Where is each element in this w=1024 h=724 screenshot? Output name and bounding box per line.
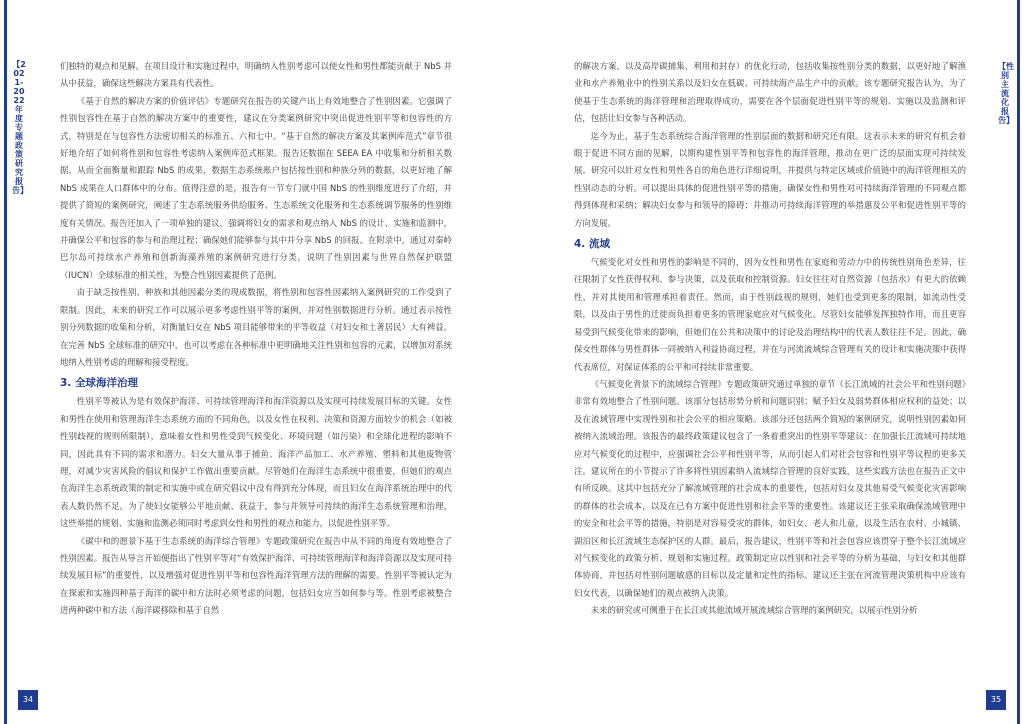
right-text-column: [574, 58, 966, 620]
right-paragraph-5: 未来的研究或可侧重于在长江或其他流域开展流域综合管理的案例研究，以展示性别分析: [590, 605, 918, 616]
left-paragraph-4: 性别平等被认为是有效保护海洋、可持续管理海洋和海洋资源以及实现可持续发展目标的关键。女性和男性在使用和管理海洋生态系统方面的不同角色，以及女性在权利、决策和资源方面较少的机会（如被性别歧视的规则所限制），意味着女性和男性受到气候变化、环境问题（如污染）和全球化进程的影响不同，因此具有不同的需求和潜力。妇女大量从事于捕鱼、海洋产品加工、水产养殖、塑料和其他废物管理，对减少灾害风险的倡议和保护工作做出重要贡献。尽管她们在海洋生态系统中很重要，但她们的观点在海洋生态系统政策的制定和实施中或在研究倡议中没有得到充分体现，而且妇女在海洋系统治理中的代表人数仍然不足。为了使妇女能够公平地贡献、获益于，参与并领导可持续的海洋生态系统管理和治理，这些举措的规划、实施和监测必须同时考虑到女性和男性的观点和能力，以促进性别平等。: [60, 396, 452, 529]
right-page-number: 35: [986, 690, 1006, 710]
left-spine-bar: [4, 0, 7, 724]
left-side-label: 【2021-2022年度专题政策研究报告】: [12, 60, 28, 195]
left-page-number: 34: [18, 690, 38, 710]
right-spine-bar: [1017, 0, 1020, 724]
left-paragraph-5: 《碳中和的愿景下基于生态系统的海洋综合管理》专题政策研究在报告中从不同的角度有效地整合了性别因素。报告从导言开始便指出了性别平等对“有效保护海洋、可持续管理海洋和海洋资源以及实现可持续发展目标”的重要性，以及增强对促进性别平等和包容性海洋管理方法的理解的需要。性别平等被认定为在探索和实施四种基于海洋的碳中和方法时必须考虑的问题，包括妇女应当如何参与等。性别考虑被整合进两种碳中和方法（海洋碳移除和基于自然: [60, 535, 452, 616]
left-paragraph-3: 由于缺乏按性别、种族和其他因素分类的现成数据，将性别和包容性因素纳入案例研究的工作受到了限制。因此，未来的研究工作可以展示更多考虑性别平等的案例，并对性别数据进行分析。通过表示按性别分列数据的收集和分析，对衡量妇女在 NbS 项目能够带来的平等收益（对妇女和土著居民）大有裨益。在完善 NbS 全球标准的研究中，也可以考虑在各种标准中更明确地关注性别和包容的元素，以增加对系统地纳入性别考虑的理解和接受程度。: [60, 287, 452, 367]
right-paragraph-3: 气候变化对女性和男性的影响是不同的，因为女性和男性在家庭和劳动力中的传统性别角色差异，往往限制了女性获得权利、参与决策，以及获取和控制资源。妇女往往对自然资源（包括水）有更大的依赖性，并对其使用和管理承担着责任。然而，由于性别歧视的规则，她们也受到更多的限制，如流动性受限，以及由于男性的迁徙而负担着更多的管理家庭应对气候变化。尽管妇女能够发挥独特作用，而且更容易受到气候变化带来的影响，但她们在公共和决策中的讨论及治理结构中的代表人数往往不足。因此，确保女性群体与男性群体一同被纳入利益协商过程，并在与河流流域综合管理有关的设计和实施决策中获得代表席位，对保证体系的公平和可持续非常重要。: [574, 257, 966, 372]
right-section-heading: 4. 流域: [574, 238, 610, 251]
right-paragraph-2: 迄今为止，基于生态系统综合海洋管理的性别层面的数据和研究还有限。这表示未来的研究有机会着眼于促进不同方面的见解，以期构建性别平等和包容性的海洋管理，推动在更广泛的层面实现可持续发展。研究可以针对女性和男性各自的角色进行详细说明，并提供与特定区域或价值链中的海洋管理相关的性别动态的分析。可以提出具体的促进性别平等的措施，确保女性和男性对可持续海洋管理的不同观点都得到体现和采纳；解决妇女参与和领导的障碍；并推动可持续海洋管理的举措惠及公平和促进性别平等的方向发展。: [574, 130, 966, 228]
left-paragraph-2: 《基于自然的解决方案的价值评估》专题研究在报告的关键产出上有效地整合了性别因素。它强调了性别包容性在基于自然的解决方案中的重要性，建议在分类案例研究中突出促进性别平等和包容性的方式，特别是在与包容性方法密切相关的标准五、六和七中。“基于自然的解决方案及其案例库范式”章节很好地介绍了如何将性别和包容性考虑纳入案例库范式框架。报告还数据在 SEEA EA 中收集和分析相关数据，从而全面衡量和跟踪 NbS 的成果，数据生态系统账户包括按性别和种族分列的数据，以更好地了解 NbS 成果在人口群体中的分布。值得注意的是，报告有一节专门就中国 NbS 的性别维度进行了介绍，并提供了简短的案例研究，阐述了生态系统服务供给服务、生态系统文化服务和生态系统调节服务的性别维度有关情况。报告还加入了一项单独的建议，强调将妇女的需求和观点纳入 NbS 的设计、实施和监测中，并确保公平和包容的参与和治理过程；确保她们能够参与其中并分享 NbS 的回报。在附录中，通过对秦岭巴尔岛可持续水产养殖和创新海藻养殖的案例研究进行分类，说明了性别因素与世界自然保护联盟（IUCN）全球标准的相关性，为整合性别因素提供了范例。: [60, 95, 452, 280]
right-paragraph-4: 《气候变化背景下的流域综合管理》专题政策研究通过单独的章节《长江流域的社会公平和性别问题》非常有效地整合了性别问题。该部分包括形势分析和问题识别；赋予妇女及弱势群体相应权利的益处；以及在流域管理中实现性别和社会公平的相应策略。该部分还包括两个简短的案例研究，说明性别因素如何被纳入流域治理。该报告的最终政策建议包含了一条着重突出的性别平等建议：在加强长江流域可持续地应对气候变化的过程中，应强调社会公平和性别平等，从而引起人们对社会包容和性别平等议程的更多关注。建议所在的小节提示了许多将性别因素纳入流域综合管理的良好实践，这些实践方法也在报告正文中有所反映。这其中包括充分了解流域管理的社会成本的重要性，包括对妇女及其他易受气候变化灾害影响的群体的社会成本，以及在已有方案中促进性别和社会平等的重要性。该建议还主张采取确保流域管理中的安全和社会平等的措施，特别是对容易受灾的群体，如妇女、老人和儿童，以及生活在农村、小城镇、湖泊区和长江流域生态保护区的人群。最后，报告建议，性别平等和社会包容应该贯穿于整个长江流域应对气候变化的政策分析、规划和实施过程。政策制定应以性别和社会平等的分析为基础，与妇女和其他群体协商，并包括对性别问题敏感的目标以及定量和定性的指标。建议还主张在河流管理决策机构中应该有妇女代表，以确保她们的观点被纳入决策。: [574, 378, 966, 598]
right-page: [512, 0, 1024, 724]
left-paragraph-1: 们独特的观点和见解。在项目设计和实施过程中，明确纳入性别考虑可以使女性和男性都能贡献于 NbS 并从中获益，确保这些解决方案具有代表性。: [60, 61, 452, 89]
left-text-column: [60, 58, 452, 620]
left-section-heading: 3. 全球海洋治理: [60, 377, 138, 390]
right-side-label: 【性别主流化报告】: [998, 62, 1014, 125]
right-paragraph-1: 的解决方案，以及高岸碳捕集、利用和封存）的优化行动，包括收集按性别分类的数据，以更好地了解渔业和水产养殖业中的性别关系以及妇女在低碳、可持续海产品生产中的贡献。该专题研究报告认为，为了使基于生态系统的海洋管理和治理取得成功，需要在各个层面促进性别平等的规划、实施以及监测和评估，包括让妇女参与各种活动。: [574, 61, 966, 124]
